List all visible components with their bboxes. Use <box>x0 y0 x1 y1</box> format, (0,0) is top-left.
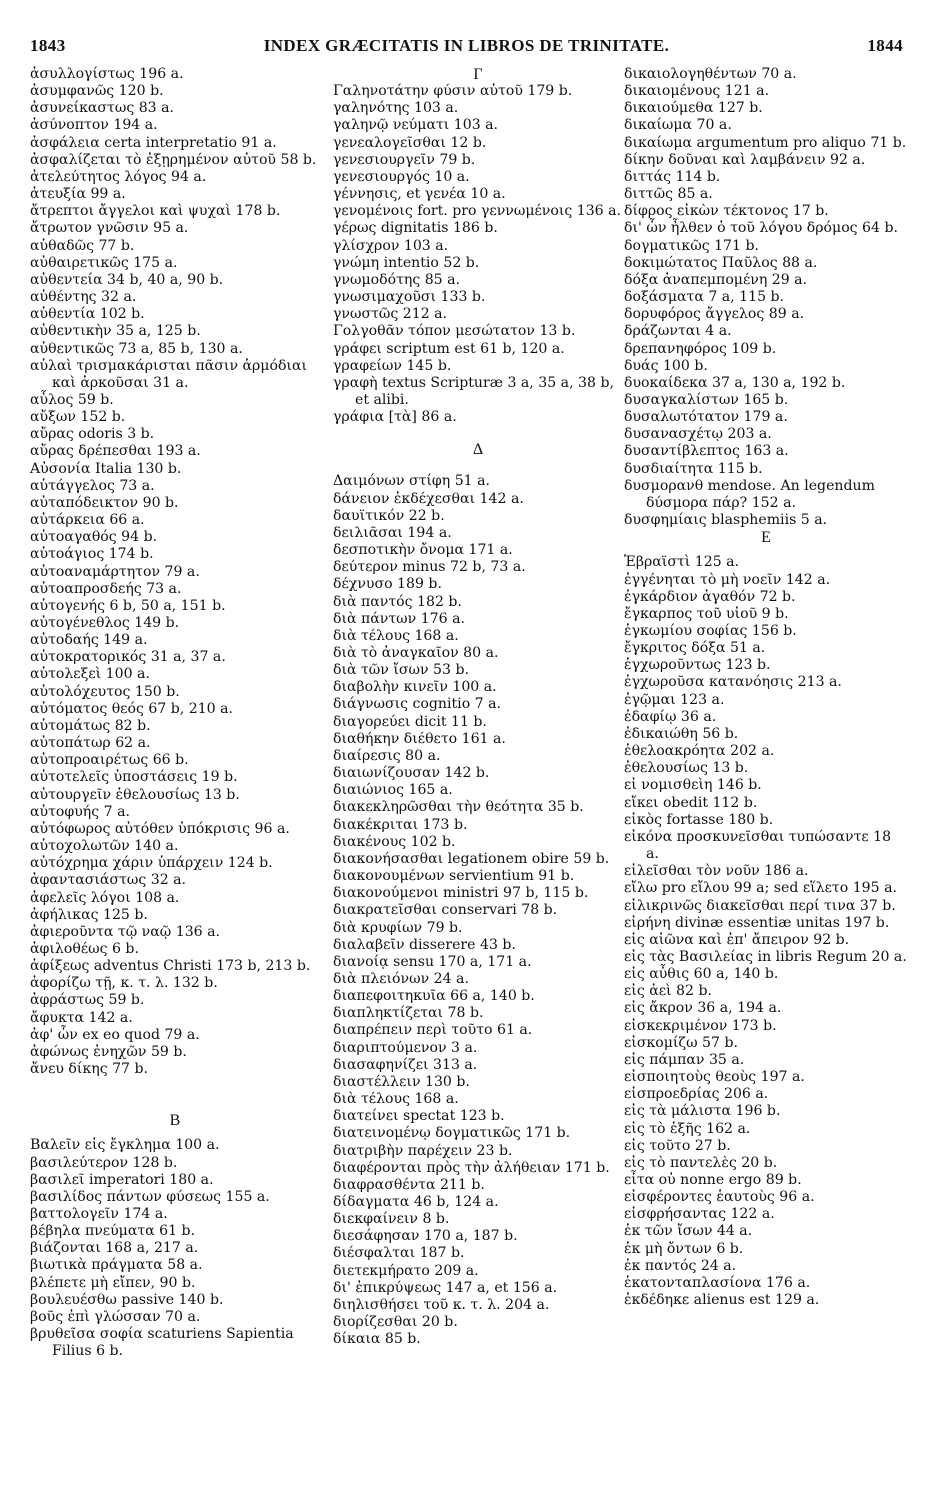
index-entry: δυσδιαίτητα 115 b. <box>624 460 763 477</box>
index-entry: γράφια [τὰ] 86 a. <box>333 409 457 426</box>
index-entry: διηλισθήσει τοῦ κ. τ. λ. 204 a. <box>333 1296 550 1313</box>
index-entry: διαίρεσις 80 a. <box>333 747 441 764</box>
index-entry: διακονήσασθαι legationem obire 59 b. <box>333 850 610 867</box>
index-entry: αὐτοφυής 7 a. <box>30 803 130 820</box>
index-entry: γενεαλογεῖσθαι 12 b. <box>333 134 487 151</box>
index-entry: δυσαντίβλεπτος 163 a. <box>624 443 789 460</box>
index-entry: εἰς τὰ μάλιστα 196 b. <box>624 1103 781 1120</box>
index-entry: διαιωνίζουσαν 142 b. <box>333 765 490 782</box>
index-entry: βλέπετε μὴ εἴπεν, 90 b. <box>30 1274 196 1291</box>
index-entry: διακέκριται 173 b. <box>333 816 468 833</box>
index-entry: εἰς πάμπαν 35 a. <box>624 1051 745 1068</box>
index-entry: Αὐσονία Italia 130 b. <box>30 460 182 477</box>
index-entry: εἰκόνα προσκυνεῖσθαι τυπώσαντε 18 a. <box>624 828 892 863</box>
section-letter-gamma: Γ <box>473 66 483 83</box>
index-entry: εἰκὸς fortasse 180 b. <box>624 811 774 828</box>
index-entry: γνωστῶς 212 a. <box>333 306 448 323</box>
running-header <box>30 36 903 60</box>
index-entry: διαπεφοιτηκυῖα 66 a, 140 b. <box>333 988 535 1005</box>
index-entry: διαφρασθέντα 211 b. <box>333 1176 485 1193</box>
index-entry: διάγνωσις cognitio 7 a. <box>333 696 501 713</box>
index-entry: Βαλεῖν εἰς ἔγκλημα 100 a. <box>30 1137 220 1154</box>
index-entry: αὔρας δρέπεσθαι 193 a. <box>30 443 201 460</box>
index-entry: βασιλεῖ imperatori 180 a. <box>30 1171 214 1188</box>
index-entry: διατείνει spectat 123 b. <box>333 1108 505 1125</box>
index-entry: αὐτοχολωτῶν 140 a. <box>30 838 179 855</box>
entries-epsilon <box>624 554 908 1309</box>
index-entry: ἀσυλλογίστως 196 a. <box>30 66 184 82</box>
index-entry: διέσφαλται 187 b. <box>333 1245 465 1262</box>
index-entry: εἰς τὸ ἑξῆς 162 a. <box>624 1120 751 1137</box>
index-entry: ἄνευ δίκης 77 b. <box>30 1061 148 1078</box>
index-entry: δόξα ἀναπεμπομένη 29 a. <box>624 271 808 288</box>
index-entry: δράζωνται 4 a. <box>624 323 732 340</box>
index-entry: δυσανασχέτῳ 203 a. <box>624 426 772 443</box>
index-entry: διακρατεῖσθαι conservari 78 b. <box>333 902 558 919</box>
index-entry: διακονουμένων servientium 91 b. <box>333 868 575 885</box>
index-entry: διαθήκην διέθετο 161 a. <box>333 730 506 747</box>
index-entry: δυσφημίαις blasphemiis 5 a. <box>624 512 828 529</box>
index-entry: αὐτοκρατορικός 31 a, 37 a. <box>30 649 226 666</box>
index-entry: αὐτόχρημα χάριν ὑπάρχειν 124 b. <box>30 855 273 872</box>
index-entry: δογματικῶς 171 b. <box>624 237 759 254</box>
index-entry: διαπληκτίζεται 78 b. <box>333 1005 484 1022</box>
index-entry: διασαφηνίζει 313 a. <box>333 1056 478 1073</box>
index-entry: αὐτουργεῖν ἐθελουσίως 13 b. <box>30 786 240 803</box>
index-entry: δεσποτικὴν ὄνομα 171 a. <box>333 542 513 559</box>
page-title: INDEX GRÆCITATIS IN LIBROS DE TRINITATE. <box>263 36 670 55</box>
index-entry: εἰσφέροντες ἑαυτοὺς 96 a. <box>624 1189 815 1206</box>
index-entry: γνωμοδότης 85 a. <box>333 271 461 288</box>
index-entry: βρυθεῖσα σοφία scaturiens Sapientia Filius 6 b. <box>30 1326 294 1360</box>
index-entry: εἴλω pro εἴλου 99 a; sed εἵλετο 195 a. <box>624 880 897 897</box>
index-entry: διὰ παντός 182 b. <box>333 593 462 610</box>
index-entry: δίκαια 85 b. <box>333 1331 421 1348</box>
index-entry: διὰ τέλους 168 a. <box>333 627 459 644</box>
index-entry: δυοκαίδεκα 37 a, 130 a, 192 b. <box>624 374 846 391</box>
section-letter-epsilon: E <box>761 529 771 547</box>
index-entry: γλίσχρον 103 a. <box>333 237 449 254</box>
index-entry: αὐτάρκεια 66 a. <box>30 512 145 529</box>
index-entry: εἰς τὰς Βασιλείας in libris Regum 20 a. <box>624 948 907 965</box>
index-entry: ἐγκάρδιον ἀγαθόν 72 b. <box>624 588 796 605</box>
index-entry: ἀφώνως ἐνηχῶν 59 b. <box>30 1043 187 1060</box>
index-entry: αὐτογένεθλος 149 b. <box>30 615 180 631</box>
index-entry: γνώμη intentio 52 b. <box>333 254 480 271</box>
index-entry: Γαληνοτάτην φύσιν αὐτοῦ 179 b. <box>333 83 573 100</box>
index-entry: αὐτοάγιος 174 b. <box>30 546 154 563</box>
index-entry: ἔγκαρπος τοῦ υἱοῦ 9 b. <box>624 605 789 622</box>
index-entry: δικαιολογηθέντων 70 a. <box>624 66 797 82</box>
index-entry: εἰ νομισθεὶη 146 b. <box>624 777 762 794</box>
index-entry: δικαιούμεθα 127 b. <box>624 100 763 117</box>
index-column-2 <box>333 66 623 1348</box>
index-entry: αὐτοδαής 149 a. <box>30 632 148 649</box>
index-entry: γραφείων 145 b. <box>333 357 452 374</box>
index-entry: ἐγκωμίου σοφίας 156 b. <box>624 623 797 639</box>
index-entry: εἰς τὸ παντελὲς 20 b. <box>624 1154 778 1171</box>
index-entry: αὐτογενής 6 b, 50 a, 151 b. <box>30 597 226 614</box>
index-entry: ἀφορίζω τῇ, κ. τ. λ. 132 b. <box>30 975 218 992</box>
index-entry: ἀφράστως 59 b. <box>30 992 145 1009</box>
index-entry: εἰς ἄκρον 36 a, 194 a. <box>624 1000 782 1017</box>
index-entry: δοκιμώτατος Παῦλος 88 a. <box>624 254 818 271</box>
index-entry: διὰ πλειόνων 24 a. <box>333 970 469 987</box>
index-entry: ἐκδέδηκε alienus est 129 a. <box>624 1292 820 1309</box>
index-entry: εἰσπροεδρίας 206 a. <box>624 1086 769 1103</box>
index-entry: διὰ κρυφίων 79 b. <box>333 919 463 936</box>
index-entry: βουλευέσθω passive 140 b. <box>30 1291 224 1308</box>
index-entry: αὐτοαγαθός 94 b. <box>30 529 158 546</box>
index-entry: εἴκει obedit 112 b. <box>624 794 758 811</box>
index-entry: εἰλεῖσθαι τὸν νοῦν 186 a. <box>624 863 809 880</box>
index-entry: ἄτρεπτοι ἄγγελοι καὶ ψυχαὶ 178 b. <box>30 203 281 220</box>
index-entry: αὐταπόδεικτον 90 b. <box>30 494 179 511</box>
index-entry: αὐθεντία 102 b. <box>30 306 145 323</box>
index-entry: διαπρέπειν περὶ τοῦτο 61 a. <box>333 1022 533 1039</box>
index-entry: αὐτοαναμάρτητον 79 a. <box>30 563 200 580</box>
index-entry: αὖλος 59 b. <box>30 391 114 408</box>
index-entry: αὔρας odoris 3 b. <box>30 426 155 443</box>
index-entry: αὐτάγγελος 73 a. <box>30 477 155 494</box>
index-entry: διαστέλλειν 130 b. <box>333 1073 470 1090</box>
index-entry: ἀτελεύτητος λόγος 94 a. <box>30 168 207 185</box>
index-entry: ἄφυκτα 142 a. <box>30 1009 133 1026</box>
index-column-1 <box>30 66 320 1360</box>
index-entry: βασιλεύτερον 128 b. <box>30 1154 178 1171</box>
index-entry: εἰσκομίζω 57 b. <box>624 1034 738 1051</box>
entries-gamma <box>333 83 623 426</box>
index-entry: εἰσκεκριμένον 173 b. <box>624 1017 777 1034</box>
index-entry: ἐκ μὴ ὄντων 6 b. <box>624 1240 744 1257</box>
index-entry: διττῶς 85 a. <box>624 186 713 203</box>
index-entry: ἀτευξία 99 a. <box>30 186 126 203</box>
index-entry: δοξάσματα 7 a, 115 b. <box>624 289 785 306</box>
index-entry: ἐθελουσίως 13 b. <box>624 760 749 777</box>
entries-alpha-end <box>30 66 320 1078</box>
index-entry: δικαιομένους 121 a. <box>624 83 770 100</box>
index-entry: αὐτολεξεὶ 100 a. <box>30 666 150 683</box>
index-entry: γαληνότης 103 a. <box>333 100 459 117</box>
index-entry: ἐγγένηται τὸ μὴ νοεῖν 142 a. <box>624 571 831 588</box>
index-entry: εἰς τοῦτο 27 b. <box>624 1137 731 1154</box>
index-entry: δεύτερον minus 72 b, 73 a. <box>333 559 526 576</box>
index-entry: αὐτομάτως 82 b. <box>30 717 151 734</box>
index-entry: αὐθαδῶς 77 b. <box>30 237 135 254</box>
index-entry: διορίζεσθαι 20 b. <box>333 1314 458 1331</box>
index-entry: εἰς αὖθις 60 a, 140 b. <box>624 966 779 983</box>
index-entry: δι' ὧν ἦλθεν ὁ τοῦ λόγου δρόμος 64 b. <box>624 220 898 237</box>
section-letter-delta: Δ <box>472 441 484 459</box>
index-entry: δίδαγματα 46 b, 124 a. <box>333 1194 499 1210</box>
index-entry: ἀφιλοθέως 6 b. <box>30 940 139 957</box>
index-entry: γαληνῷ νεύματι 103 a. <box>333 117 499 134</box>
index-entry: δρεπανηφόρος 109 b. <box>624 340 777 357</box>
index-entry: διακένους 102 b. <box>333 833 456 850</box>
index-entry: ἀφαντασιάστως 32 a. <box>30 872 187 889</box>
index-entry: εἰς ἀεὶ 82 b. <box>624 983 712 1000</box>
index-entry: γενομένοις fort. pro γεννωμένοις 136 a. <box>333 203 622 220</box>
index-entry: ἀσφάλεια certa interpretatio 91 a. <box>30 134 277 151</box>
index-entry: διὰ τῶν ἴσων 53 b. <box>333 662 469 679</box>
index-entry: διττάς 114 b. <box>624 168 721 185</box>
index-entry: δειλιᾶσαι 194 a. <box>333 524 452 541</box>
index-entry: ἀσφαλίζεται τὸ ἐξῃρημένον αὐτοῦ 58 b. <box>30 151 317 168</box>
index-entry: γενεσιουργεῖν 79 b. <box>333 151 476 168</box>
index-entry: αὐθέντης 32 a. <box>30 289 137 306</box>
index-entry: Γολγοθᾶν τόπον μεσώτατον 13 b. <box>333 323 576 340</box>
index-entry: διακεκληρῶσθαι τὴν θεότητα 35 b. <box>333 799 584 816</box>
index-entry: βιωτικὰ πράγματα 58 a. <box>30 1257 203 1274</box>
index-entry: δορυφόρος ἄγγελος 89 a. <box>624 306 805 323</box>
index-entry: διαφέρονται πρὸς τὴν ἀλήθειαν 171 b. <box>333 1159 610 1176</box>
index-entry: δέχνυσο 189 b. <box>333 576 442 593</box>
index-entry: δικαίωμα argumentum pro aliquo 71 b. <box>624 134 907 151</box>
index-entry: εἰσφρήσαντας 122 a. <box>624 1206 775 1223</box>
index-entry: διὰ τὸ ἀναγκαῖον 80 a. <box>333 645 499 661</box>
index-entry: διαβολὴν κινεῖν 100 a. <box>333 679 497 696</box>
index-entry: βοῦς ἐπὶ γλώσσαν 70 a. <box>30 1308 201 1325</box>
index-entry: αὐθεντικὴν 35 a, 125 b. <box>30 323 201 340</box>
index-entry: δίφρος εἰκὼν τέκτονος 17 b. <box>624 203 829 220</box>
index-entry: ἐγχωροῦντως 123 b. <box>624 657 771 674</box>
index-entry: ἐγχωροῦσα κατανόησις 213 a. <box>624 674 842 691</box>
index-entry: αὐτόφωρος αὐτόθεν ὑπόκρισις 96 a. <box>30 820 290 837</box>
index-entry: διανοίᾳ sensu 170 a, 171 a. <box>333 953 532 970</box>
index-entry: αὐθεντικῶς 73 a, 85 b, 130 a. <box>30 340 243 357</box>
index-entry: αὐτοπάτωρ 62 a. <box>30 735 151 752</box>
index-entry: ἀφελεῖς λόγοι 108 a. <box>30 889 180 906</box>
index-entry: ἀφ' ὧν ex eo quod 79 a. <box>30 1026 200 1043</box>
index-entry: διατριβὴν παρέχειν 23 b. <box>333 1142 513 1159</box>
index-column-3 <box>624 66 908 1309</box>
page-number-right: 1844 <box>867 36 903 55</box>
index-entry: εἰρήνη divinæ essentiæ unitas 197 b. <box>624 914 890 931</box>
entries-delta-cont <box>624 66 908 529</box>
index-entry: διαγορεύει dicit 11 b. <box>333 713 487 730</box>
index-entry: ἐδαφίῳ 36 a. <box>624 708 717 725</box>
index-entry: Ἑβραϊστὶ 125 a. <box>624 554 740 571</box>
index-entry: αὐλαὶ τρισμακάρισται πᾶσιν ἁρμόδιαι καὶ ἀρκοῦσαι 31 a. <box>30 357 308 391</box>
index-entry: διαλαβεῖν disserere 43 b. <box>333 936 516 953</box>
index-entry: ἀφήλικας 125 b. <box>30 906 148 923</box>
index-entry: ἀφιεροῦντα τῷ ναῷ 136 a. <box>30 923 221 940</box>
index-entry: διεσάφησαν 170 a, 187 b. <box>333 1228 518 1245</box>
index-entry: ἔγκριτος δόξα 51 a. <box>624 640 766 657</box>
index-entry: δι' ἐπικρύψεως 147 a, et 156 a. <box>333 1279 558 1296</box>
index-entry: αὐθεντεία 34 b, 40 a, 90 b. <box>30 271 224 288</box>
index-entry: διὰ τέλους 168 a. <box>333 1091 459 1108</box>
entries-delta <box>333 473 623 1348</box>
index-entry: ἀσύνοπτον 194 a. <box>30 117 158 134</box>
index-entry: γέννησις, et γενέα 10 a. <box>333 186 506 203</box>
index-entry: δυσαλωτότατον 179 a. <box>624 409 788 426</box>
index-entry: αὔξων 152 b. <box>30 409 126 426</box>
index-entry: δυάς 100 b. <box>624 357 708 374</box>
index-entry: αὐτοπροαιρέτως 66 b. <box>30 752 189 769</box>
index-entry: διαριπτούμενον 3 a. <box>333 1039 478 1056</box>
index-entry: δαυϊτικόν 22 b. <box>333 507 445 524</box>
index-entry: αὐθαιρετικῶς 175 a. <box>30 254 178 271</box>
index-entry: ἐκ τῶν ἴσων 44 a. <box>624 1223 753 1240</box>
index-entry: γενεσιουργός 10 a. <box>333 168 470 185</box>
index-entry: Δαιμόνων στίφη 51 a. <box>333 473 491 490</box>
index-entry: ἀσυμφανῶς 120 b. <box>30 83 164 100</box>
index-entry: δυσαγκαλίστων 165 b. <box>624 391 789 408</box>
index-entry: ἀφίξεως adventus Christi 173 b, 213 b. <box>30 958 311 975</box>
index-entry: διατεινομένῳ δογματικῶς 171 b. <box>333 1125 571 1142</box>
index-entry: βασιλίδος πάντων φύσεως 155 a. <box>30 1188 270 1205</box>
index-entry: ἀσυνείκαστως 83 a. <box>30 100 175 117</box>
index-entry: διαιώνιος 165 a. <box>333 782 453 799</box>
index-entry: βέβηλα πνεύματα 61 b. <box>30 1223 196 1240</box>
index-entry: αὐτοαπροσδεής 73 a. <box>30 580 182 597</box>
index-entry: ἐθελοακρόητα 202 a. <box>624 743 775 760</box>
section-letter-b: B <box>169 1112 181 1130</box>
index-entry: δάνειον ἐκδέχεσθαι 142 a. <box>333 490 524 507</box>
index-entry: αὐτόματος θεός 67 b, 210 a. <box>30 700 234 717</box>
index-entry: εἰσποιητοὺς θεοὺς 197 a. <box>624 1069 805 1086</box>
index-entry: ἐκ παντός 24 a. <box>624 1257 737 1274</box>
index-entry: δίκην δοῦναι καὶ λαμβάνειν 92 a. <box>624 151 866 168</box>
index-entry: γέρως dignitatis 186 b. <box>333 220 498 237</box>
index-entry: εἰς αἰῶνα καὶ ἐπ' ἄπειρον 92 b. <box>624 931 850 948</box>
index-entry: γραφὴ textus Scripturæ 3 a, 35 a, 38 b, et alibi. <box>333 374 614 408</box>
index-entry: βιάζονται 168 a, 217 a. <box>30 1240 199 1257</box>
index-entry: δυσμορανθ mendose. An legendum δύσμορα πάρ? 152 a. <box>624 477 875 511</box>
index-entry: γράφει scriptum est 61 b, 120 a. <box>333 340 565 357</box>
index-entry: διακονούμενοι ministri 97 b, 115 b. <box>333 885 589 902</box>
index-entry: ἑκατονταπλασίονα 176 a. <box>624 1274 811 1291</box>
index-entry: δικαίωμα 70 a. <box>624 117 732 134</box>
index-entry: γνωσιμαχοῦσι 133 b. <box>333 289 486 306</box>
page-number-left: 1843 <box>30 36 66 55</box>
index-entry: ἐγῷμαι 123 a. <box>624 691 725 708</box>
index-entry: αὐτοτελεῖς ὑποστάσεις 19 b. <box>30 769 238 786</box>
index-entry: εἶτα οὐ nonne ergo 89 b. <box>624 1172 802 1188</box>
index-entry: ἄτρωτον γνῶσιν 95 a. <box>30 220 189 237</box>
index-entry: ἐδικαιώθη 56 b. <box>624 725 739 742</box>
index-entry: διεκφαίνειν 8 b. <box>333 1211 450 1228</box>
index-entry: διὰ πάντων 176 a. <box>333 610 465 627</box>
entries-beta <box>30 1137 320 1360</box>
index-entry: διετεκμήρατο 209 a. <box>333 1262 479 1279</box>
index-entry: αὐτολόχευτος 150 b. <box>30 683 180 700</box>
index-entry: εἰλικρινῶς διακεῖσθαι περί τινα 37 b. <box>624 897 896 914</box>
index-entry: βαττολογεῖν 174 a. <box>30 1206 168 1222</box>
